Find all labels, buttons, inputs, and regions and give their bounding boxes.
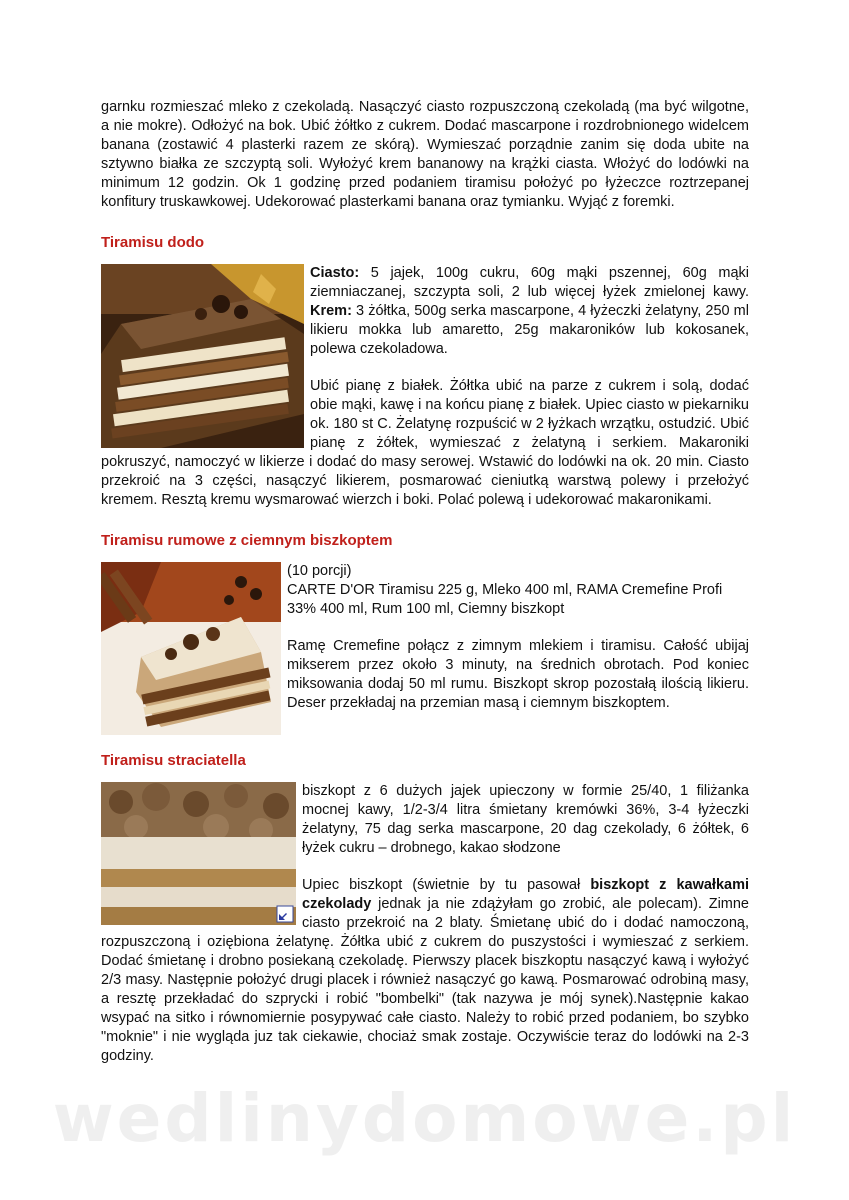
method-dodo: Ubić pianę z białek. Żółtka ubić na parze z cukrem i solą, dodać obie mąki, kawę i na końcu pianę z białek. Upiec ciasto w piekarniku ok. 180 st C. Żelatynę rozpuścić w 2 łyżkach wrzątku, ostudzić. Ubić pianę z żółtek, wymieszać z żelatyną i serkiem. Makaroniki pokruszyć, namoczyć w likierze i dodać do masy serowej. Wstawić do lodówki na ok. 20 min. Ciasto przekroić na 3 części, nasączyć likierem, posmarować cieniutką warstwą polewy i przełożyć kremem. Resztą kremu wysmarować wierzch i boki. Polać polewą i udekorować makaronikami. (101, 378, 749, 508)
recipe-rumowe (101, 562, 749, 737)
link-biszkopt-z-czekolada: biszkopt z kawałkami czekolady (302, 877, 749, 912)
ingredients-krem: 3 żółtka, 500g serka mascarpone, 4 łyżeczki żelatyny, 250 ml likieru mokka lub amaretto, 25g makaroników lub kokosanek, polewa czekoladowa. (310, 303, 749, 357)
recipe-title-rumowe: Tiramisu rumowe z ciemnym biszkoptem (101, 532, 393, 549)
method-rumowe: Ramę Cremefine połącz z zimnym mlekiem i tiramisu. Całość ubijaj mikserem przez około 3 minuty, na średnich obrotach. Pod koniec miksowania dodaj 50 ml rumu. Biszkopt skrop pozostałą ilością likieru. Deser przekładaj na przemian masą i ciemnym biszkoptem. (287, 638, 749, 711)
intro-paragraph: garnku rozmieszać mleko z czekoladą. Nasączyć ciasto rozpuszczoną czekoladą (ma być wilgotne, a nie mokre). Odłożyć na bok. Ubić żółtko z cukrem. Dodać mascarpone i rozdrobnionego widelcem banana (zostawić 4 plasterki razem ze skórą). Wymieszać porządnie zanim się doda ubite na sztywno białka ze szczyptą soli. Wyłożyć krem bananowy na krążki ciasta. Włożyć do lodówki na minimum 12 godzin. Ok 1 godzinę przed podaniem tiramisu położyć po łyżeczce roztrzepanej konfitury truskawkowej. Udekorować plasterkami banana oraz tymianku. Wyjąć z foremki. (101, 99, 749, 210)
ingredients-ciasto: 5 jajek, 100g cukru, 60g mąki pszennej, 60g mąki ziemniaczanej, szczypta soli, 2 lub więcej łyżek zmielonej kawy. (310, 265, 749, 300)
watermark: wedlinydomowe.pl (52, 1080, 797, 1157)
tiramisu-straciatella-photo (101, 782, 296, 925)
tiramisu-dodo-photo (101, 264, 304, 448)
ingredients-rumowe: CARTE D'OR Tiramisu 225 g, Mleko 400 ml, RAMA Cremefine Profi 33% 400 ml, Rum 100 ml, Ciemny biszkopt (287, 582, 723, 617)
method-straciatella: Upiec biszkopt (świetnie by tu pasował biszkopt z kawałkami czekolady jednak ja nie zdążyłam go zrobić, ale polecam). Zimne ciasto przekroić na 2 blaty. Śmietanę ubić do i dodać namoczoną, rozpuszczoną i oziębiona żelatynę. Żółtka ubić z cukrem do puszystości i wymieszać z serkiem. Dodać śmietanę i drobno posiekaną czekoladę. Pierwszy placek biszkoptu nasączyć kawą i wyłożyć 2/3 masy. Następnie położyć drugi placek i również nasączyć go kawą. Posmarować odrobiną masy, a resztę przekładać do szprycki i robić "bombelki" (tak nazywa je mój synek).Następnie kakao wsypać na sitko i równomiernie posypywać całe ciasto. Należy to robić przed podaniem, bo szybko "moknie" i nie wygląda juz tak ciekawie, chociaż smak zostaje. Oczywiście teraz do lodówki na 2-3 godziny. (101, 877, 749, 1064)
recipe-dodo (101, 264, 749, 510)
expand-icon (276, 905, 294, 923)
recipe-title-straciatella: Tiramisu straciatella (101, 752, 246, 769)
recipe-title-dodo: Tiramisu dodo (101, 234, 205, 251)
ingredients-label-ciasto: Ciasto: (310, 265, 360, 281)
portions-rumowe: (10 porcji) (287, 563, 352, 579)
tiramisu-rumowe-photo (101, 562, 281, 735)
ingredients-label-krem: Krem: (310, 303, 352, 319)
ingredients-straciatella: biszkopt z 6 dużych jajek upieczony w formie 25/40, 1 filiżanka mocnej kawy, 1/2-3/4 litra śmietany kremówki 36%, 3-4 łyżeczki żelatyny, 75 dag serka mascarpone, 20 dag czekolady, 6 żółtek, 6 łyżek cukru – drobnego, kakao słodzone (302, 783, 749, 856)
recipe-straciatella (101, 782, 749, 1066)
document-page (101, 98, 749, 1066)
